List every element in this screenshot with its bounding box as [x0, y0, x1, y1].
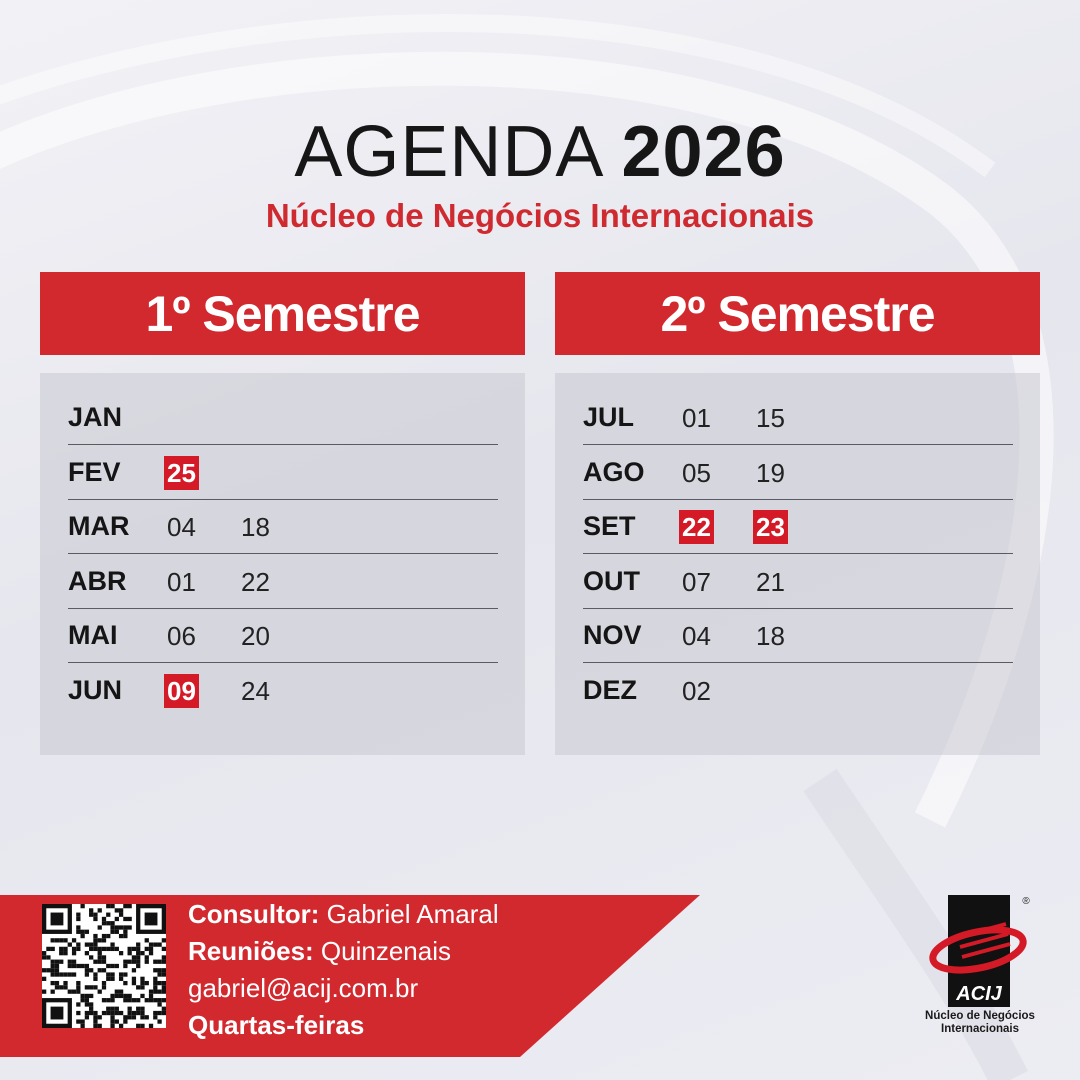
- meeting-date: 01: [682, 403, 711, 433]
- month-label: JAN: [68, 402, 123, 432]
- title-year: 2026: [621, 112, 786, 192]
- meeting-date: 01: [167, 566, 196, 597]
- meeting-date: 18: [241, 512, 270, 542]
- semester-2-panel: [555, 373, 1040, 755]
- month-row: [583, 608, 1013, 663]
- semester-1-panel: [40, 373, 525, 755]
- qr-code-icon: [42, 904, 166, 1028]
- meeting-date: 22: [241, 566, 270, 597]
- semester-2-header: 2º Semestre: [555, 272, 1040, 355]
- logo-caption-line1: Núcleo de Negócios: [925, 1010, 1035, 1022]
- meeting-date: 06: [167, 621, 196, 651]
- month-row: [583, 499, 1013, 554]
- consultant-label: Consultor:: [188, 899, 320, 929]
- logo-caption-line2: Internacionais: [941, 1023, 1019, 1035]
- meeting-date: 24: [241, 675, 270, 706]
- title-agenda: AGENDA: [294, 112, 601, 192]
- meeting-date: 15: [756, 403, 785, 433]
- month-row: [68, 554, 498, 609]
- month-row: [583, 663, 1013, 717]
- email-link[interactable]: gabriel@acij.com.br: [188, 973, 419, 1003]
- month-label: ABR: [68, 565, 127, 596]
- contact-info: [188, 896, 499, 1044]
- qr-code[interactable]: [42, 904, 166, 1028]
- month-row: [583, 554, 1013, 609]
- month-label: JUL: [583, 402, 635, 432]
- meeting-date: 20: [241, 621, 270, 651]
- meeting-date: 02: [682, 675, 711, 706]
- month-label: JUN: [68, 674, 123, 705]
- meetings-value: Quinzenais: [320, 936, 451, 966]
- month-row: [68, 499, 498, 554]
- meeting-date: 04: [682, 621, 711, 651]
- month-row: [68, 445, 498, 500]
- month-label: SET: [583, 511, 636, 541]
- month-row: [583, 445, 1013, 500]
- month-label: FEV: [68, 456, 121, 487]
- meetings-label: Reuniões:: [188, 936, 314, 966]
- logo-text: ACIJ: [956, 983, 1002, 1005]
- month-row: [68, 608, 498, 663]
- consultant-line: [188, 896, 499, 933]
- meeting-date: 21: [756, 566, 785, 597]
- highlighted-date: 25: [164, 456, 199, 490]
- semester-1-header: 1º Semestre: [40, 272, 525, 355]
- highlighted-date: 22: [679, 510, 714, 544]
- month-row: [68, 663, 498, 717]
- month-label: AGO: [583, 456, 645, 487]
- weekday-text: Quartas-feiras: [188, 1010, 365, 1040]
- consultant-name: Gabriel Amaral: [326, 899, 499, 929]
- meeting-date: 07: [682, 566, 711, 597]
- logo-caption: [905, 1010, 1055, 1036]
- page-title: [0, 112, 1080, 192]
- highlighted-date: 09: [164, 674, 199, 708]
- month-label: DEZ: [583, 674, 637, 705]
- meeting-date: 18: [756, 621, 785, 651]
- meeting-date: 04: [167, 512, 196, 542]
- page-subtitle: Núcleo de Negócios Internacionais: [265, 197, 815, 234]
- meeting-date: 05: [682, 457, 711, 488]
- meeting-date: 19: [756, 457, 785, 488]
- month-label: OUT: [583, 565, 640, 596]
- month-row: [583, 390, 1013, 445]
- month-row: [68, 390, 498, 445]
- highlighted-date: 23: [753, 510, 788, 544]
- meetings-line: [188, 933, 499, 970]
- month-label: MAI: [68, 620, 118, 650]
- registered-mark: ®: [1022, 896, 1030, 907]
- month-label: MAR: [68, 511, 130, 541]
- month-label: NOV: [583, 620, 642, 650]
